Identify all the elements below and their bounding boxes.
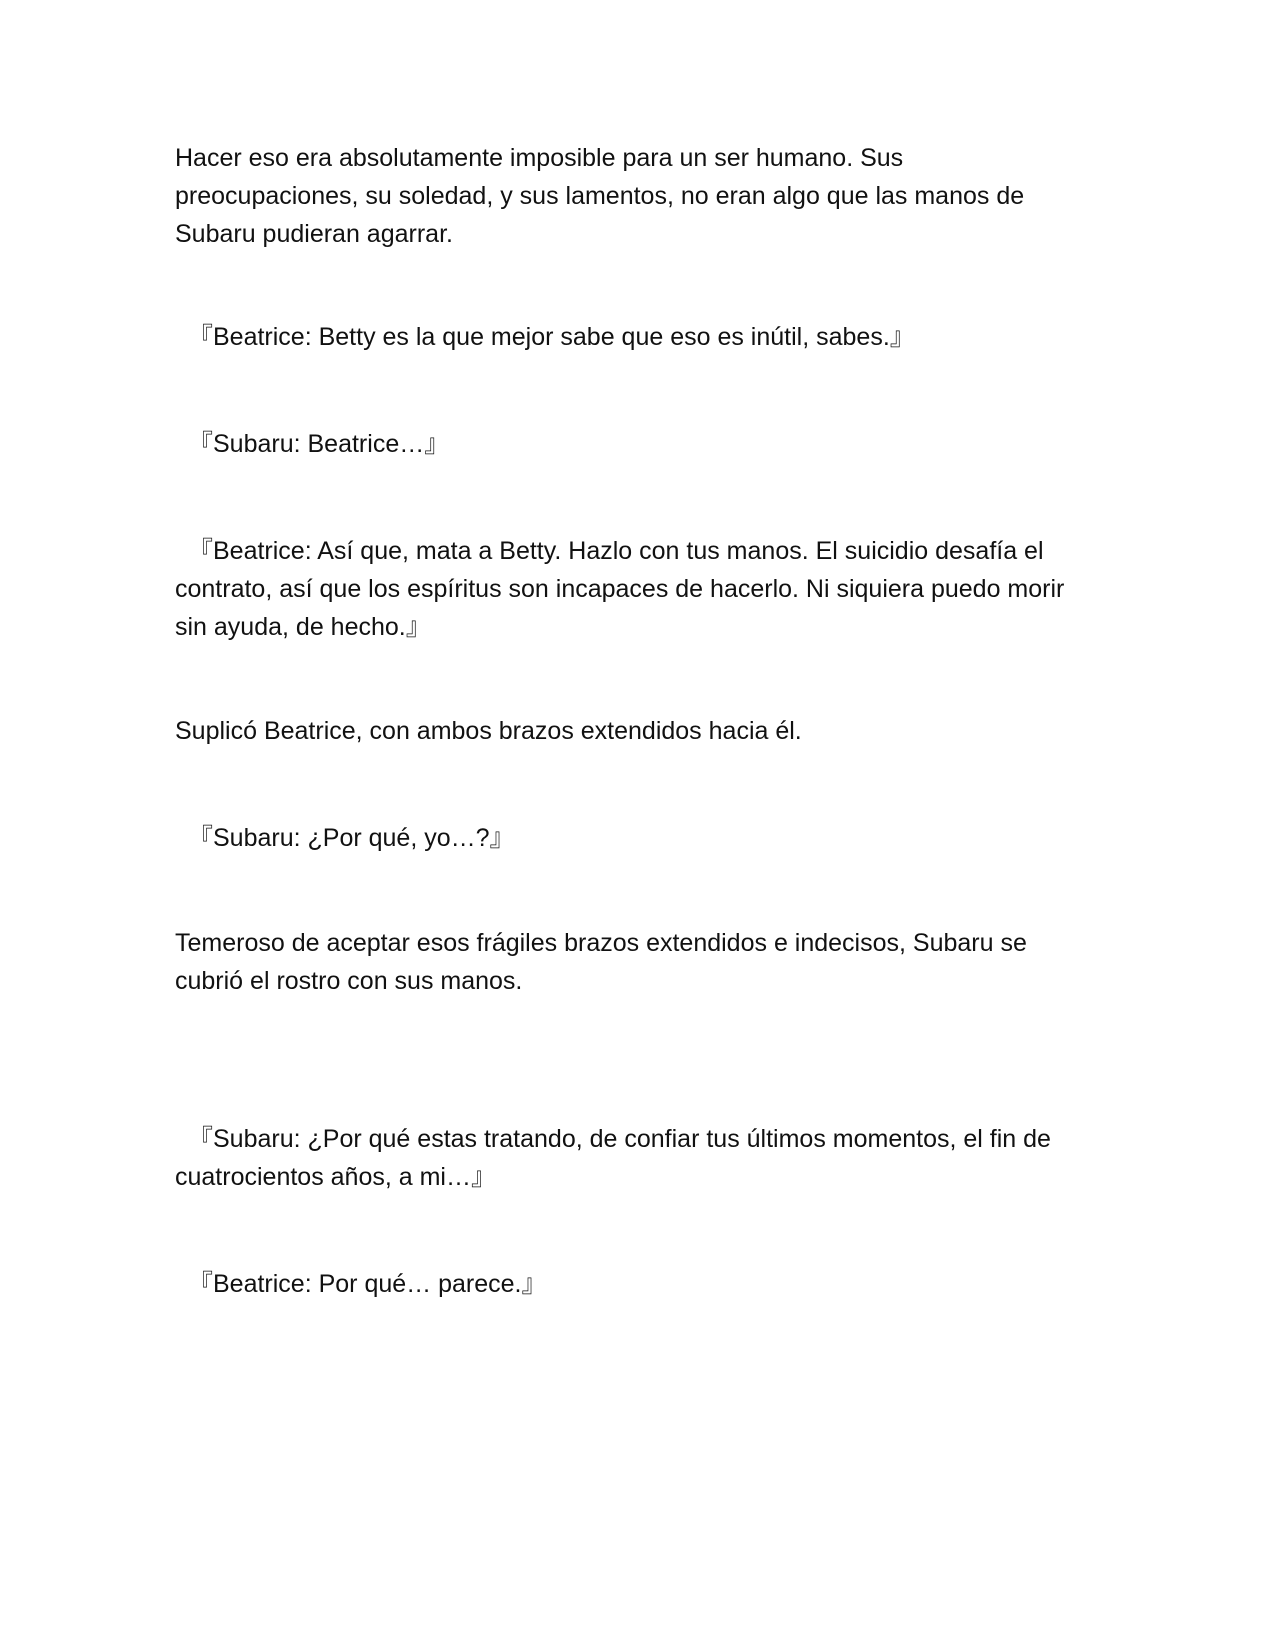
- dialogue-line-subaru: 『Subaru: ¿Por qué, yo…?』: [188, 824, 515, 852]
- dialogue-line-beatrice: 『Beatrice: Así que, mata a Betty. Hazlo con tus manos. El suicidio desafía el contrato, así que los espíritus son incapaces de hacerlo. Ni siquiera puedo morir sin ayuda, de hecho.』: [175, 537, 1065, 641]
- dialogue-line-beatrice: 『Beatrice: Betty es la que mejor sabe que eso es inútil, sabes.』: [188, 323, 915, 351]
- narration-paragraph: Temeroso de aceptar esos frágiles brazos extendidos e indecisos, Subaru se cubrió el rostro con sus manos.: [175, 929, 1027, 995]
- narration-paragraph: Hacer eso era absolutamente imposible para un ser humano. Sus preocupaciones, su soledad, y sus lamentos, no eran algo que las manos de Subaru pudieran agarrar.: [175, 144, 1025, 248]
- narration-paragraph: Suplicó Beatrice, con ambos brazos extendidos hacia él.: [175, 717, 802, 745]
- dialogue-line-subaru: 『Subaru: ¿Por qué estas tratando, de confiar tus últimos momentos, el fin de cuatrocientos años, a mi…』: [175, 1125, 1051, 1191]
- dialogue-line-subaru: 『Subaru: Beatrice…』: [188, 430, 450, 458]
- dialogue-line-beatrice: 『Beatrice: Por qué… parece.』: [188, 1270, 547, 1298]
